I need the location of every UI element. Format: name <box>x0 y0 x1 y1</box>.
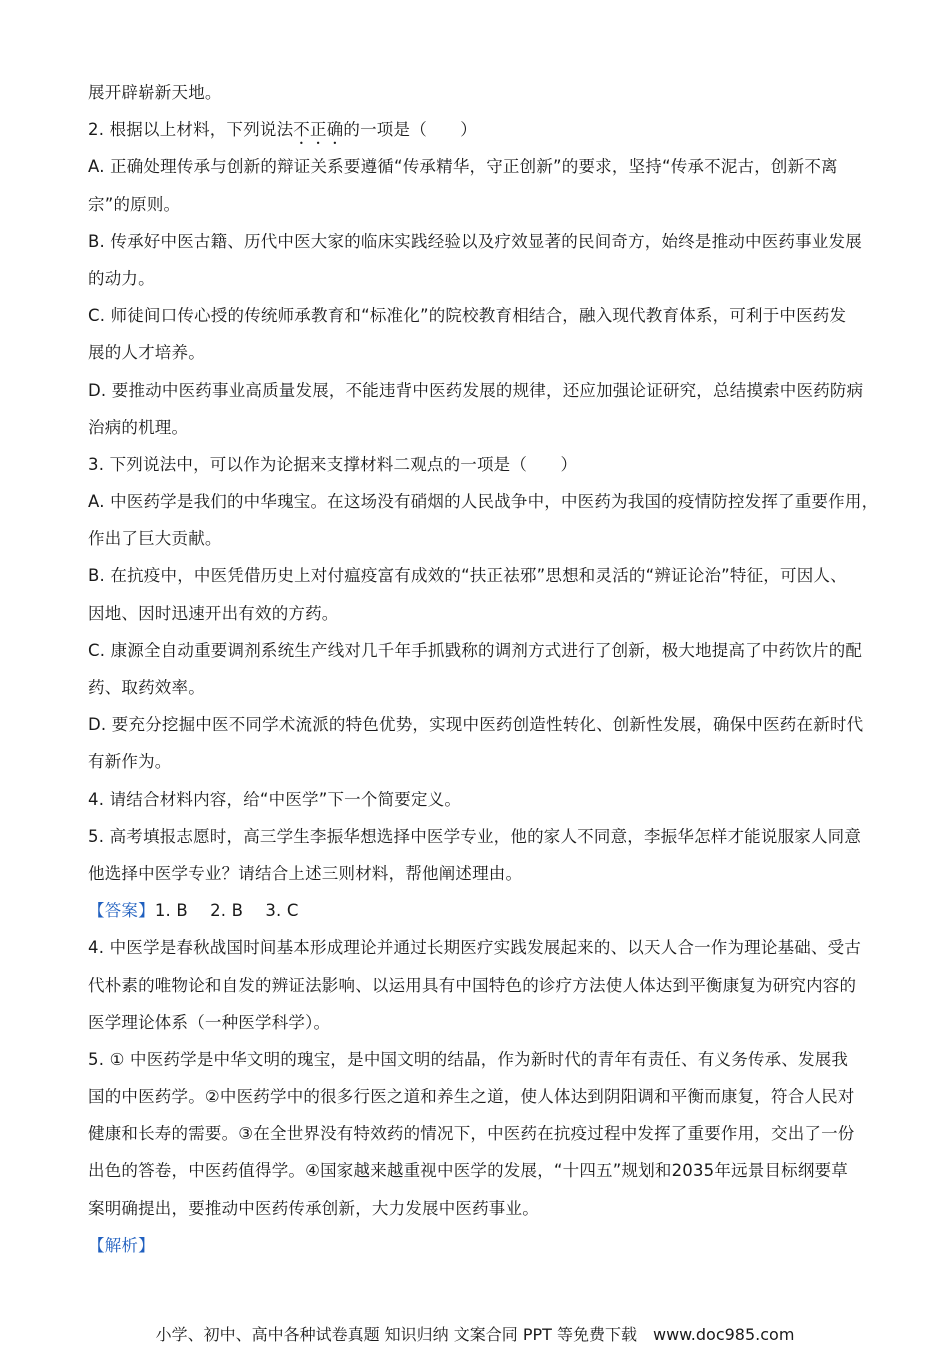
answer-line <box>88 892 868 929</box>
text-line: 展开辟崭新天地。 <box>88 83 222 102</box>
page-footer: 小学、初中、高中各种试卷真题 知识归纳 文案合同 PPT 等免费下载 www.doc985.com <box>155 1325 795 1344</box>
document-body <box>88 74 879 1264</box>
option-3a-line1: A. 中医药学是我们的中华瑰宝。在这场没有硝烟的人民战争中，中医药为我国的疫情防控发挥了重要作用， <box>88 492 879 512</box>
answer-5-line3: 健康和长寿的需要。③在全世界没有特效药的情况下，中医药在抗疫过程中发挥了重要作用，交出了一份 <box>88 1124 855 1144</box>
answer-4-line3: 医学理论体系（一种医学科学）。 <box>88 1012 331 1032</box>
answer-5-line1: 5. ① 中医药学是中华文明的瑰宝，是中国文明的结晶，作为新时代的青年有责任、有义务传承、发展我 <box>88 1049 849 1069</box>
option-3c-line1: C. 康源全自动重要调剂系统生产线对几千年手抓戥称的调剂方式进行了创新，极大地提高了中药饮片的配 <box>88 640 863 660</box>
option-3d-line2: 有新作为。 <box>88 752 172 772</box>
question-2-prefix: 2. 根据以上材料，下列说法 <box>88 120 294 140</box>
question-2 <box>88 111 868 148</box>
answer-tag: 【答案】 <box>88 901 155 921</box>
option-2b-line2: 的动力。 <box>88 268 155 288</box>
answer-text: 1. B 2. B 3. C <box>154 901 299 921</box>
option-2d-line1: D. 要推动中医药事业高质量发展，不能违背中医药发展的规律，还应加强论证研究，总结摸索中医药防病 <box>88 380 864 400</box>
question-5-line1: 5. 高考填报志愿时，高三学生李振华想选择中医学专业，他的家人不同意，李振华怎样才能说服家人同意 <box>88 826 862 846</box>
option-2d-line2: 治病的机理。 <box>88 417 189 437</box>
question-2-emphasis: 不正确 <box>293 120 344 140</box>
option-3b-line1: B. 在抗疫中，中医凭借历史上对付瘟疫富有成效的“扶正祛邪”思想和灵活的“辨证论治”特征，可因人、 <box>88 566 847 586</box>
option-2c-line2: 展的人才培养。 <box>88 343 205 363</box>
option-2a-line2: 宗”的原则。 <box>88 194 181 214</box>
analysis-tag: 【解析】 <box>88 1235 155 1255</box>
option-3b-line2: 因地、因时迅速开出有效的方药。 <box>88 603 339 623</box>
option-3d-line1: D. 要充分挖掘中医不同学术流派的特色优势，实现中医药创造性转化、创新性发展，确保中医药在新时代 <box>88 715 864 735</box>
answer-5-line2: 国的中医药学。②中医药学中的很多行医之道和养生之道，使人体达到阴阳调和平衡而康复，符合人民对 <box>88 1087 855 1107</box>
answer-5-line5: 案明确提出，要推动中医药传承创新，大力发展中医药事业。 <box>88 1198 539 1218</box>
answer-4-line2: 代朴素的唯物论和自发的辨证法影响、以运用具有中国特色的诊疗方法使人体达到平衡康复为研究内容的 <box>88 975 857 995</box>
question-3: 3. 下列说法中，可以作为论据来支撑材料二观点的一项是（ ） <box>88 454 578 474</box>
answer-5-line4: 出色的答卷，中医药值得学。④国家越来越重视中医学的发展，“十四五”规划和2035年远景目标纲要草 <box>88 1161 848 1181</box>
option-2b-line1: B. 传承好中医古籍、历代中医大家的临床实践经验以及疗效显著的民间奇方，始终是推动中医药事业发展 <box>88 231 862 251</box>
option-2c-line1: C. 师徒间口传心授的传统师承教育和“标准化”的院校教育相结合，融入现代教育体系，可利于中医药发 <box>88 306 847 326</box>
question-2-suffix: 的一项是（ ） <box>343 120 478 140</box>
option-2a-line1: A. 正确处理传承与创新的辩证关系要遵循“传承精华，守正创新”的要求，坚持“传承不泥古，创新不离 <box>88 157 838 177</box>
question-4: 4. 请结合材料内容，给“中医学”下一个简要定义。 <box>88 789 462 809</box>
option-3a-line2: 作出了巨大贡献。 <box>88 529 222 549</box>
option-3c-line2: 药、取药效率。 <box>88 678 205 697</box>
question-5-line2: 他选择中医学专业？请结合上述三则材料，帮他阐述理由。 <box>88 863 523 883</box>
answer-4-line1: 4. 中医学是春秋战国时间基本形成理论并通过长期医疗实践发展起来的、以天人合一作为理论基础、受古 <box>88 938 862 958</box>
analysis-line <box>88 1227 868 1264</box>
